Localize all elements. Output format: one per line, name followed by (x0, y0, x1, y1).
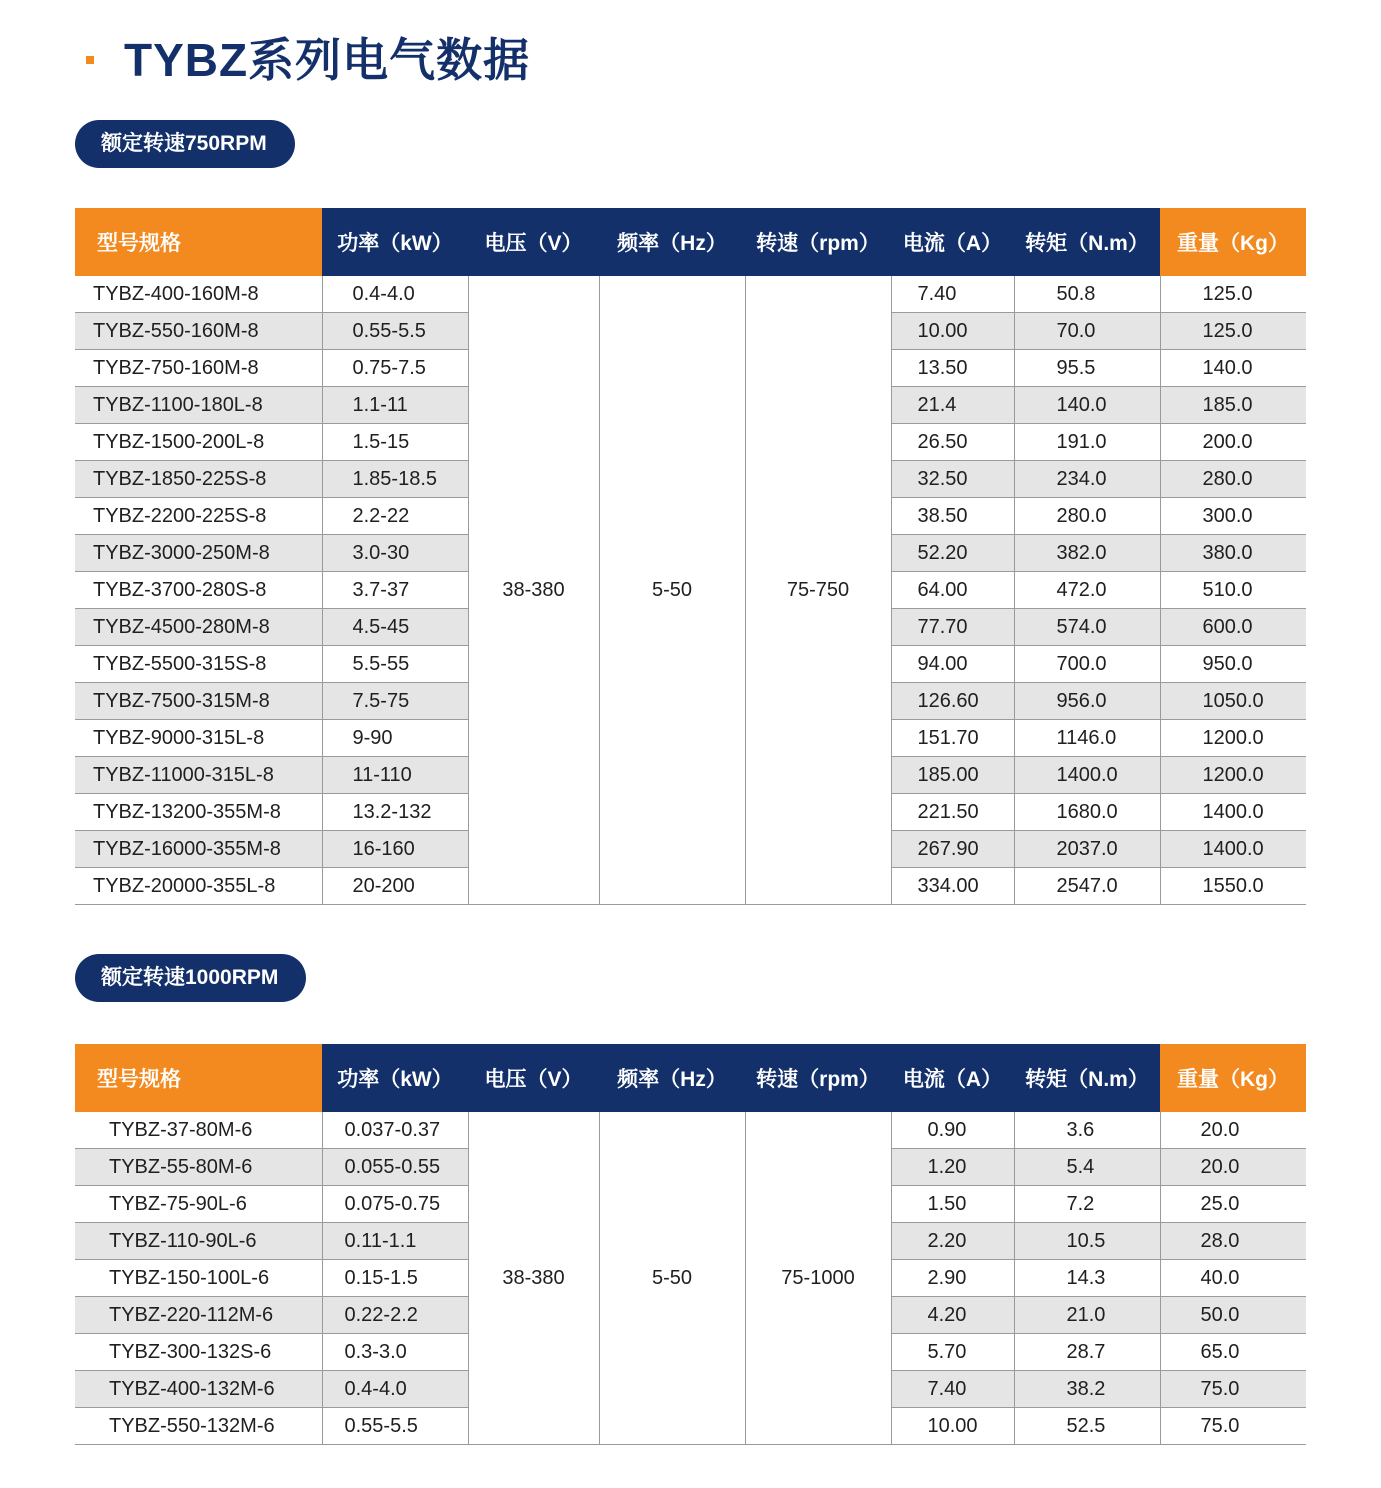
cell-torque: 1680.0 (1014, 794, 1160, 831)
cell-current: 5.70 (891, 1334, 1014, 1371)
cell-current: 221.50 (891, 794, 1014, 831)
cell-weight: 125.0 (1160, 313, 1306, 350)
cell-weight: 28.0 (1160, 1223, 1306, 1260)
cell-frequency: 5-50 (599, 1112, 745, 1445)
cell-power: 1.1-11 (322, 387, 468, 424)
cell-torque: 70.0 (1014, 313, 1160, 350)
cell-power: 11-110 (322, 757, 468, 794)
cell-torque: 3.6 (1014, 1112, 1160, 1149)
cell-torque: 574.0 (1014, 609, 1160, 646)
cell-torque: 700.0 (1014, 646, 1160, 683)
cell-torque: 191.0 (1014, 424, 1160, 461)
cell-torque: 52.5 (1014, 1408, 1160, 1445)
cell-power: 4.5-45 (322, 609, 468, 646)
cell-torque: 1146.0 (1014, 720, 1160, 757)
cell-power: 0.075-0.75 (322, 1186, 468, 1223)
cell-voltage: 38-380 (468, 276, 599, 905)
cell-current: 2.20 (891, 1223, 1014, 1260)
cell-current: 38.50 (891, 498, 1014, 535)
cell-model: TYBZ-400-160M-8 (75, 276, 322, 313)
cell-current: 2.90 (891, 1260, 1014, 1297)
cell-model: TYBZ-75-90L-6 (75, 1186, 322, 1223)
cell-model: TYBZ-3700-280S-8 (75, 572, 322, 609)
cell-power: 20-200 (322, 868, 468, 905)
cell-model: TYBZ-2200-225S-8 (75, 498, 322, 535)
cell-torque: 234.0 (1014, 461, 1160, 498)
section-label-750: 额定转速750RPM (75, 120, 295, 168)
cell-model: TYBZ-20000-355L-8 (75, 868, 322, 905)
cell-model: TYBZ-750-160M-8 (75, 350, 322, 387)
cell-model: TYBZ-300-132S-6 (75, 1334, 322, 1371)
cell-model: TYBZ-1100-180L-8 (75, 387, 322, 424)
cell-current: 10.00 (891, 313, 1014, 350)
cell-weight: 50.0 (1160, 1297, 1306, 1334)
cell-weight: 510.0 (1160, 572, 1306, 609)
header-power: 功率（kW） (322, 208, 468, 276)
cell-model: TYBZ-16000-355M-8 (75, 831, 322, 868)
cell-model: TYBZ-13200-355M-8 (75, 794, 322, 831)
cell-torque: 50.8 (1014, 276, 1160, 313)
cell-power: 3.0-30 (322, 535, 468, 572)
cell-model: TYBZ-1850-225S-8 (75, 461, 322, 498)
section-label-1000: 额定转速1000RPM (75, 954, 306, 1002)
header-torque: 转矩（N.m） (1014, 208, 1160, 276)
cell-speed: 75-1000 (745, 1112, 891, 1445)
cell-model: TYBZ-150-100L-6 (75, 1260, 322, 1297)
cell-current: 94.00 (891, 646, 1014, 683)
cell-model: TYBZ-4500-280M-8 (75, 609, 322, 646)
cell-torque: 140.0 (1014, 387, 1160, 424)
cell-weight: 125.0 (1160, 276, 1306, 313)
cell-current: 1.20 (891, 1149, 1014, 1186)
cell-power: 16-160 (322, 831, 468, 868)
cell-weight: 600.0 (1160, 609, 1306, 646)
cell-model: TYBZ-37-80M-6 (75, 1112, 322, 1149)
cell-model: TYBZ-1500-200L-8 (75, 424, 322, 461)
cell-weight: 185.0 (1160, 387, 1306, 424)
cell-power: 0.15-1.5 (322, 1260, 468, 1297)
cell-model: TYBZ-9000-315L-8 (75, 720, 322, 757)
cell-weight: 40.0 (1160, 1260, 1306, 1297)
cell-weight: 65.0 (1160, 1334, 1306, 1371)
cell-power: 0.4-4.0 (322, 1371, 468, 1408)
cell-weight: 380.0 (1160, 535, 1306, 572)
cell-model: TYBZ-110-90L-6 (75, 1223, 322, 1260)
cell-model: TYBZ-7500-315M-8 (75, 683, 322, 720)
cell-model: TYBZ-550-132M-6 (75, 1408, 322, 1445)
cell-weight: 1200.0 (1160, 720, 1306, 757)
header-power: 功率（kW） (322, 1044, 468, 1112)
cell-torque: 7.2 (1014, 1186, 1160, 1223)
cell-current: 21.4 (891, 387, 1014, 424)
cell-power: 0.75-7.5 (322, 350, 468, 387)
cell-model: TYBZ-3000-250M-8 (75, 535, 322, 572)
cell-torque: 5.4 (1014, 1149, 1160, 1186)
page-title: TYBZ系列电气数据 (124, 34, 531, 86)
cell-torque: 10.5 (1014, 1223, 1160, 1260)
cell-current: 64.00 (891, 572, 1014, 609)
cell-torque: 95.5 (1014, 350, 1160, 387)
cell-weight: 1550.0 (1160, 868, 1306, 905)
cell-model: TYBZ-55-80M-6 (75, 1149, 322, 1186)
cell-torque: 956.0 (1014, 683, 1160, 720)
cell-power: 1.5-15 (322, 424, 468, 461)
cell-model: TYBZ-5500-315S-8 (75, 646, 322, 683)
spec-table-1000rpm (75, 1044, 1306, 1445)
header-torque: 转矩（N.m） (1014, 1044, 1160, 1112)
cell-current: 7.40 (891, 1371, 1014, 1408)
cell-power: 13.2-132 (322, 794, 468, 831)
cell-torque: 280.0 (1014, 498, 1160, 535)
cell-current: 52.20 (891, 535, 1014, 572)
header-voltage: 电压（V） (468, 208, 599, 276)
cell-power: 0.55-5.5 (322, 313, 468, 350)
cell-current: 267.90 (891, 831, 1014, 868)
cell-speed: 75-750 (745, 276, 891, 905)
cell-torque: 21.0 (1014, 1297, 1160, 1334)
cell-current: 1.50 (891, 1186, 1014, 1223)
table-row (75, 1112, 1306, 1149)
header-model: 型号规格 (75, 208, 322, 276)
header-voltage: 电压（V） (468, 1044, 599, 1112)
header-speed: 转速（rpm） (745, 1044, 891, 1112)
header-frequency: 频率（Hz） (599, 208, 745, 276)
cell-model: TYBZ-220-112M-6 (75, 1297, 322, 1334)
cell-model: TYBZ-11000-315L-8 (75, 757, 322, 794)
table-header-row (75, 208, 1306, 276)
cell-power: 0.11-1.1 (322, 1223, 468, 1260)
header-frequency: 频率（Hz） (599, 1044, 745, 1112)
cell-weight: 1050.0 (1160, 683, 1306, 720)
cell-torque: 2037.0 (1014, 831, 1160, 868)
cell-current: 334.00 (891, 868, 1014, 905)
cell-weight: 280.0 (1160, 461, 1306, 498)
cell-power: 0.4-4.0 (322, 276, 468, 313)
cell-torque: 1400.0 (1014, 757, 1160, 794)
cell-power: 5.5-55 (322, 646, 468, 683)
cell-current: 185.00 (891, 757, 1014, 794)
cell-model: TYBZ-400-132M-6 (75, 1371, 322, 1408)
cell-power: 0.037-0.37 (322, 1112, 468, 1149)
cell-current: 10.00 (891, 1408, 1014, 1445)
header-current: 电流（A） (891, 1044, 1014, 1112)
cell-torque: 472.0 (1014, 572, 1160, 609)
cell-current: 0.90 (891, 1112, 1014, 1149)
cell-power: 0.22-2.2 (322, 1297, 468, 1334)
header-current: 电流（A） (891, 208, 1014, 276)
header-weight: 重量（Kg） (1160, 208, 1306, 276)
cell-power: 0.55-5.5 (322, 1408, 468, 1445)
cell-weight: 1400.0 (1160, 794, 1306, 831)
cell-weight: 25.0 (1160, 1186, 1306, 1223)
cell-current: 32.50 (891, 461, 1014, 498)
cell-power: 0.055-0.55 (322, 1149, 468, 1186)
table-row (75, 276, 1306, 313)
title-bullet (86, 56, 94, 64)
cell-torque: 382.0 (1014, 535, 1160, 572)
cell-current: 13.50 (891, 350, 1014, 387)
cell-current: 126.60 (891, 683, 1014, 720)
cell-current: 26.50 (891, 424, 1014, 461)
cell-frequency: 5-50 (599, 276, 745, 905)
cell-weight: 200.0 (1160, 424, 1306, 461)
cell-model: TYBZ-550-160M-8 (75, 313, 322, 350)
cell-power: 2.2-22 (322, 498, 468, 535)
table-header-row (75, 1044, 1306, 1112)
cell-weight: 20.0 (1160, 1149, 1306, 1186)
cell-torque: 28.7 (1014, 1334, 1160, 1371)
cell-voltage: 38-380 (468, 1112, 599, 1445)
cell-weight: 75.0 (1160, 1371, 1306, 1408)
cell-weight: 950.0 (1160, 646, 1306, 683)
cell-power: 3.7-37 (322, 572, 468, 609)
cell-weight: 1200.0 (1160, 757, 1306, 794)
cell-weight: 140.0 (1160, 350, 1306, 387)
header-model: 型号规格 (75, 1044, 322, 1112)
cell-weight: 20.0 (1160, 1112, 1306, 1149)
header-speed: 转速（rpm） (745, 208, 891, 276)
header-weight: 重量（Kg） (1160, 1044, 1306, 1112)
cell-weight: 300.0 (1160, 498, 1306, 535)
cell-weight: 1400.0 (1160, 831, 1306, 868)
cell-current: 151.70 (891, 720, 1014, 757)
cell-power: 1.85-18.5 (322, 461, 468, 498)
cell-power: 9-90 (322, 720, 468, 757)
spec-table-750rpm (75, 208, 1306, 905)
cell-weight: 75.0 (1160, 1408, 1306, 1445)
cell-torque: 14.3 (1014, 1260, 1160, 1297)
cell-power: 0.3-3.0 (322, 1334, 468, 1371)
cell-power: 7.5-75 (322, 683, 468, 720)
cell-current: 4.20 (891, 1297, 1014, 1334)
cell-torque: 2547.0 (1014, 868, 1160, 905)
cell-current: 7.40 (891, 276, 1014, 313)
cell-current: 77.70 (891, 609, 1014, 646)
cell-torque: 38.2 (1014, 1371, 1160, 1408)
